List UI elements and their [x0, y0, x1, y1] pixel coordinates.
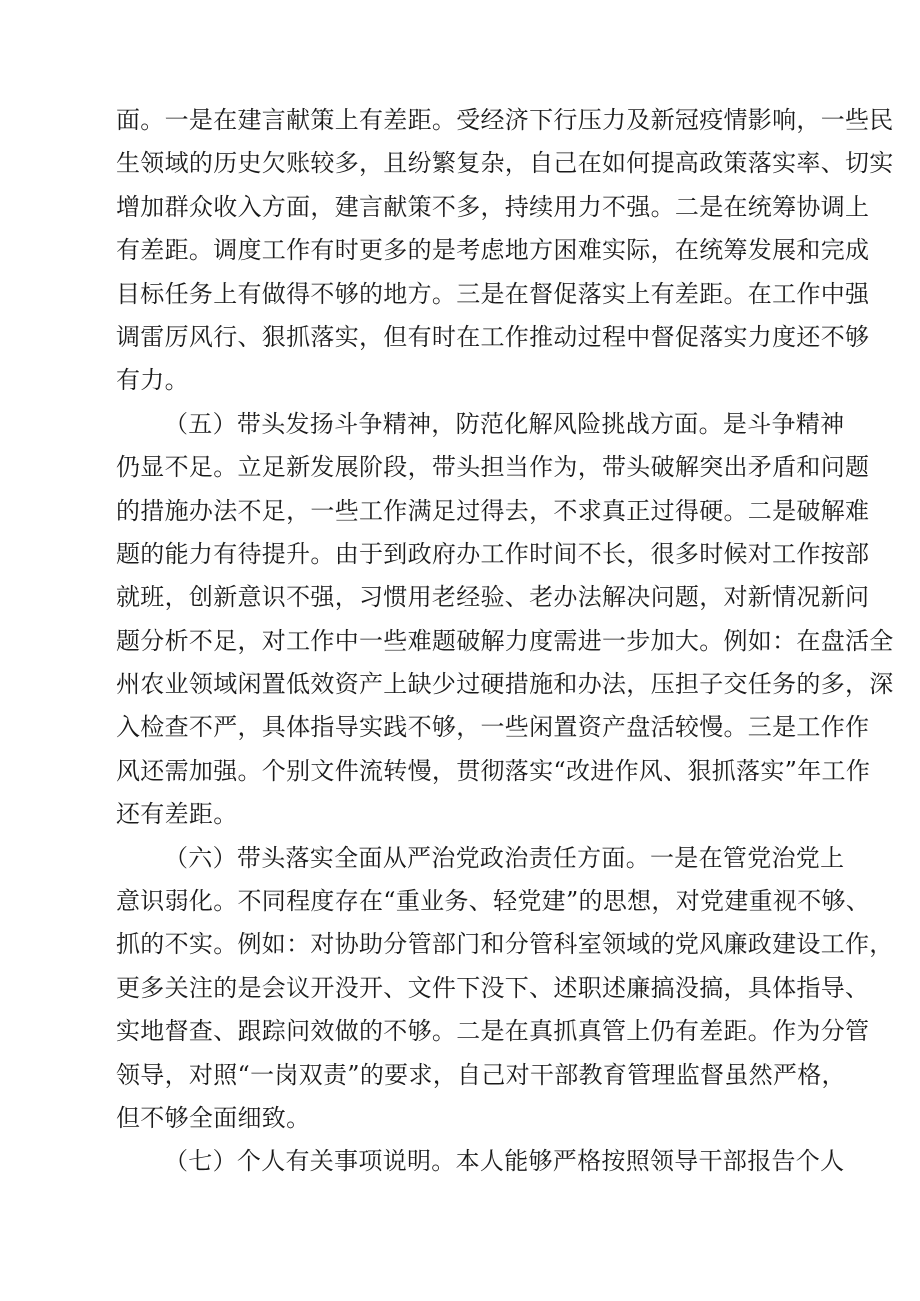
paragraph-line: 领导，对照“一岗双责”的要求，自己对干部教育管理监督虽然严格， — [116, 1060, 846, 1089]
paragraph-line: 意识弱化。不同程度存在“重业务、轻党建”的思想，对党建重视不够、 — [116, 887, 871, 916]
paragraph-line: 入检查不严，具体指导实践不够，一些闲置资产盘活较慢。三是工作作 — [116, 713, 870, 742]
paragraph-line: 生领域的历史欠账较多，且纷繁复杂，自己在如何提高政策落实率、切实 — [116, 149, 894, 178]
paragraph-seven — [116, 1140, 845, 1183]
paragraph-line: 目标任务上有做得不够的地方。三是在督促落实上有差距。在工作中强 — [116, 279, 870, 308]
paragraph-line: 还有差距。 — [116, 800, 238, 829]
paragraph-line: 更多关注的是会议开没开、文件下没下、述职述廉搞没搞，具体指导、 — [116, 973, 870, 1002]
paragraph-six — [116, 837, 894, 1141]
paragraph-line: 调雷厉风行、狠抓落实，但有时在工作推动过程中督促落实力度还不够 — [116, 322, 870, 351]
paragraph-line: 有力。 — [116, 366, 189, 395]
document-body — [116, 99, 894, 1184]
paragraph-line: 风还需加强。个别文件流转慢，贯彻落实“改进作风、狠抓落实”年工作 — [116, 756, 871, 785]
paragraph-line: 州农业领域闲置低效资产上缺少过硬措施和办法，压担子交任务的多，深 — [116, 670, 894, 699]
paragraph-line: 题分析不足，对工作中一些难题破解力度需进一步加大。例如：在盘活全 — [116, 626, 894, 655]
paragraph-heading-line: （七）个人有关事项说明。本人能够严格按照领导干部报告个人 — [164, 1147, 845, 1176]
paragraph-line: 题的能力有待提升。由于到政府办工作时间不长，很多时候对工作按部 — [116, 539, 870, 568]
paragraph-heading-line: （六）带头落实全面从严治党政治责任方面。一是在管党治党上 — [164, 843, 845, 872]
paragraph-five — [116, 403, 894, 837]
paragraph-line: 仍显不足。立足新发展阶段，带头担当作为，带头破解突出矛盾和问题 — [116, 453, 870, 482]
paragraph-heading-line: （五）带头发扬斗争精神，防范化解风险挑战方面。是斗争精神 — [164, 409, 845, 438]
paragraph-continued — [116, 99, 894, 403]
paragraph-line: 面。一是在建言献策上有差距。受经济下行压力及新冠疫情影响，一些民 — [116, 106, 894, 134]
paragraph-line: 有差距。调度工作有时更多的是考虑地方困难实际，在统筹发展和完成 — [116, 236, 870, 265]
paragraph-line: 就班，创新意识不强，习惯用老经验、老办法解决问题，对新情况新问 — [116, 583, 870, 612]
paragraph-line: 但不够全面细致。 — [116, 1103, 311, 1132]
paragraph-line: 增加群众收入方面，建言献策不多，持续用力不强。二是在统筹协调上 — [116, 192, 870, 221]
paragraph-line: 的措施办法不足，一些工作满足过得去，不求真正过得硬。二是破解难 — [116, 496, 870, 525]
paragraph-line: 抓的不实。例如：对协助分管部门和分管科室领域的党风廉政建设工作， — [116, 930, 894, 959]
paragraph-line: 实地督查、跟踪问效做的不够。二是在真抓真管上仍有差距。作为分管 — [116, 1017, 870, 1046]
